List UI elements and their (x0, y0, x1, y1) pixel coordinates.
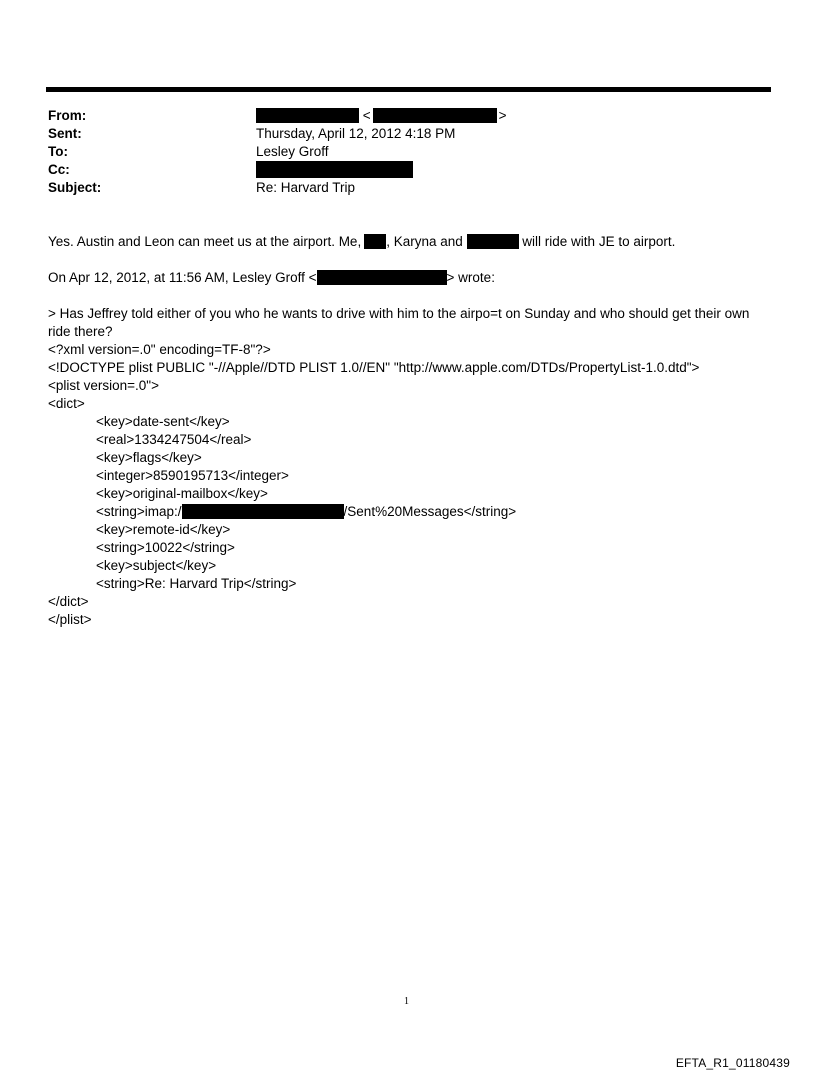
redaction-from-name (256, 108, 359, 123)
dict-line: <key>flags</key> (96, 450, 202, 465)
dict-line: <key>date-sent</key> (96, 414, 230, 429)
dict-line: <key>remote-id</key> (96, 522, 231, 537)
subject-value: Re: Harvard Trip (256, 180, 356, 195)
quote-intro: On Apr 12, 2012, at 11:56 AM, Lesley Groff < > wrote: (48, 270, 495, 285)
reply-text: Yes. Austin and Leon can meet us at the airport. Me, , Karyna and will ride with JE to airport. (48, 234, 676, 249)
from-value: < > (256, 107, 507, 125)
dict-line: <key>subject</key> (96, 558, 217, 573)
redaction-imap (182, 504, 344, 519)
from-label: From: (48, 108, 87, 123)
redaction-reply-1 (364, 234, 386, 249)
quote-line-2: ride there? (48, 324, 113, 339)
to-value: Lesley Groff (256, 144, 329, 159)
to-label: To: (48, 144, 68, 159)
redaction-quote-email (317, 270, 447, 285)
sent-value: Thursday, April 12, 2012 4:18 PM (256, 126, 456, 141)
page-number: 1 (404, 996, 409, 1007)
dict-line: <string>10022</string> (96, 540, 235, 555)
redaction-from-email (373, 108, 497, 123)
xml-line: <!DOCTYPE plist PUBLIC "-//Apple//DTD PLIST 1.0//EN" "http://www.apple.com/DTDs/PropertyList-1.0.dtd"> (48, 360, 700, 375)
xml-line: <dict> (48, 396, 85, 411)
cc-value (256, 161, 413, 180)
xml-close-plist: </plist> (48, 612, 92, 627)
bates-number: EFTA_R1_01180439 (675, 1056, 790, 1070)
xml-line: <?xml version=.0" encoding=TF-8"?> (48, 342, 271, 357)
dict-line: <string>Re: Harvard Trip</string> (96, 576, 297, 591)
xml-close-dict: </dict> (48, 594, 89, 609)
redaction-cc (256, 161, 413, 178)
xml-line: <plist version=.0"> (48, 378, 159, 393)
dict-line: <key>original-mailbox</key> (96, 486, 268, 501)
quote-line-1: > Has Jeffrey told either of you who he wants to drive with him to the airpo=t on Sunday and who should get their own (48, 306, 750, 321)
cc-label: Cc: (48, 162, 70, 177)
dict-line-imap: <string>imap:/ /Sent%20Messages</string> (96, 504, 517, 519)
dict-line: <integer>8590195713</integer> (96, 468, 289, 483)
sent-label: Sent: (48, 126, 82, 141)
subject-label: Subject: (48, 180, 102, 195)
header-rule (46, 87, 771, 92)
redaction-reply-2 (467, 234, 519, 249)
dict-line: <real>1334247504</real> (96, 432, 252, 447)
